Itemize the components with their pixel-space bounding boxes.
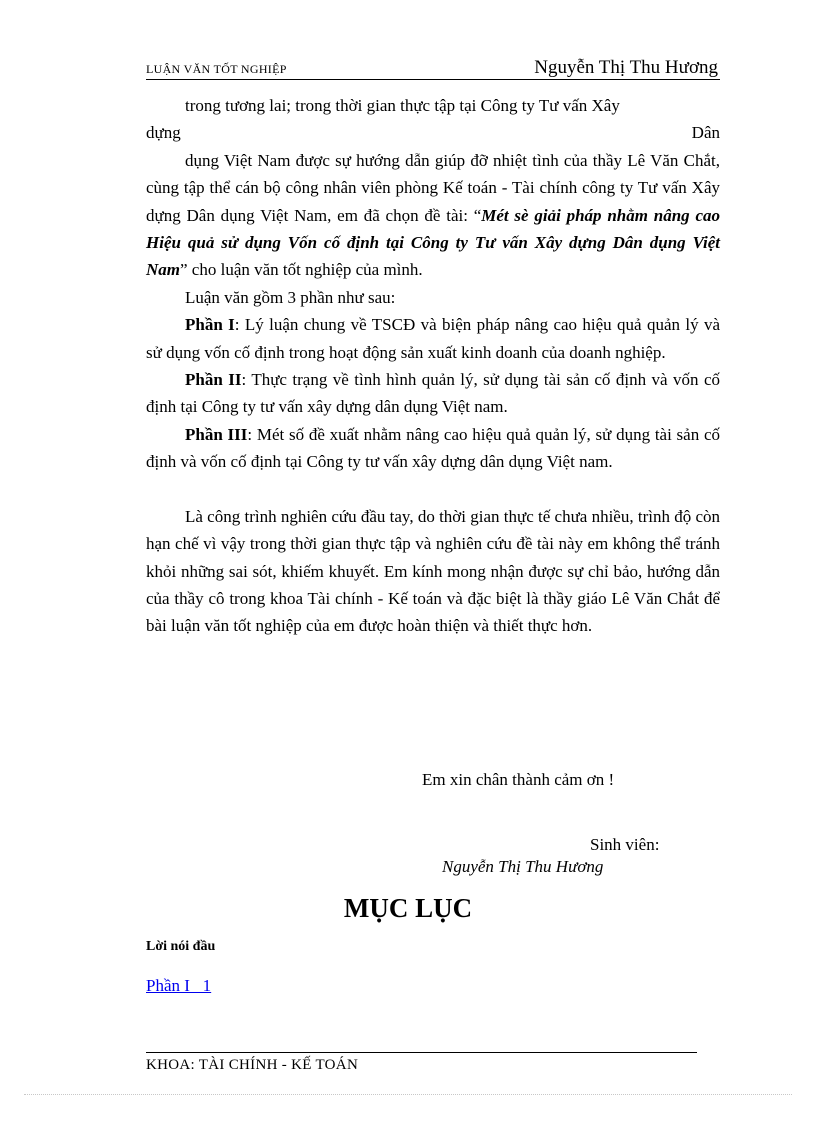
part-2-text: : Thực trạng về tình hình quản lý, sử dụng tài sản cố định và vốn cố định tại Công ty tư vấn xây dựng dân dụng Việt nam. (146, 370, 720, 417)
header-left-title: LUẬN VĂN TỐT NGHIỆP (146, 62, 287, 76)
part-1-paragraph (146, 311, 720, 366)
page-bottom-dotted-border (24, 1094, 792, 1095)
paragraph-1-line-2-right: Dân (691, 123, 720, 143)
footer-divider (146, 1052, 697, 1053)
footer-text: KHOA: TÀI CHÍNH - KẾ TOÁN (146, 1057, 359, 1073)
paragraph-2-end: ” cho luận văn tốt nghiệp của mình. (180, 260, 423, 280)
paragraph-gap (146, 476, 720, 503)
toc-title: MỤC LỤC (343, 893, 473, 923)
paragraph-2-text: dụng Việt Nam được sự hướng dẫn giúp đỡ nhiệt tình của thầy Lê Văn Chắt, cùng tập thể cán bộ công nhân viên phòng Kế toán - Tài chính công ty Tư vấn Xây dựng Dân dụng Việt Nam, em đã chọn đề tài: “ (146, 150, 720, 225)
part-3-label: Phần III (185, 424, 248, 444)
part-3-text: : Mét số đề xuất nhằm nâng cao hiệu quả quản lý, sử dụng tài sản cố định và vốn cố định tại Công ty tư vấn xây dựng dân dụng Việt nam. (146, 424, 721, 472)
student-name: Nguyễn Thị Thu Hương (442, 857, 604, 876)
paragraph-3: Luận văn gồm 3 phần như sau: (185, 287, 396, 307)
header-divider (146, 79, 720, 80)
header-author-name: Nguyễn Thị Thu Hương (534, 57, 718, 78)
paragraph-1-line-2 (146, 119, 720, 146)
toc-intro-entry: Lời nói đầu (146, 939, 216, 954)
part-1-label: Phần I (185, 315, 235, 335)
part-2-label: Phần II (185, 370, 242, 390)
closing-paragraph: Là công trình nghiên cứu đầu tay, do thời gian thực tế chưa nhiều, trình độ còn hạn chế vì vậy trong thời gian thực tập và nghiên cứu đề tài này em không thể tránh khỏi những sai sót, khiếm khuyết. Em kính mong nhận được sự chỉ bảo, hướng dẫn của thầy cô trong khoa Tài chính - Kế toán và đặc biệt là thầy giáo Lê Văn Chắt để bài luận văn tốt nghiệp của em được hoàn thiện và thiết thực hơn. (146, 506, 721, 636)
paragraph-1-line-2-left: dựng (146, 123, 181, 143)
thesis-title: Mét sè giải pháp nhằm nâng cao Hiệu quả sử dụng Vốn cố định tại Công ty Tư vấn Xây dựng Dân dụng Việt Nam (146, 205, 720, 280)
part-2-paragraph (146, 366, 720, 421)
paragraph-1-line-1: trong tương lai; trong thời gian thực tập tại Công ty Tư vấn Xây (185, 96, 620, 115)
toc-link-part-1[interactable]: Phần I 1 (146, 976, 212, 995)
part-3-paragraph (146, 421, 720, 476)
student-label: Sinh viên: (590, 835, 660, 854)
paragraph-2 (146, 147, 720, 284)
body-text (146, 92, 720, 640)
part-1-text: : Lý luận chung về TSCĐ và biện pháp nâng cao hiệu quả quản lý và sử dụng vốn cố định trong hoạt động sản xuất kinh doanh của doanh nghiệp. (146, 315, 720, 362)
thanks-line: Em xin chân thành cảm ơn ! (422, 770, 615, 789)
